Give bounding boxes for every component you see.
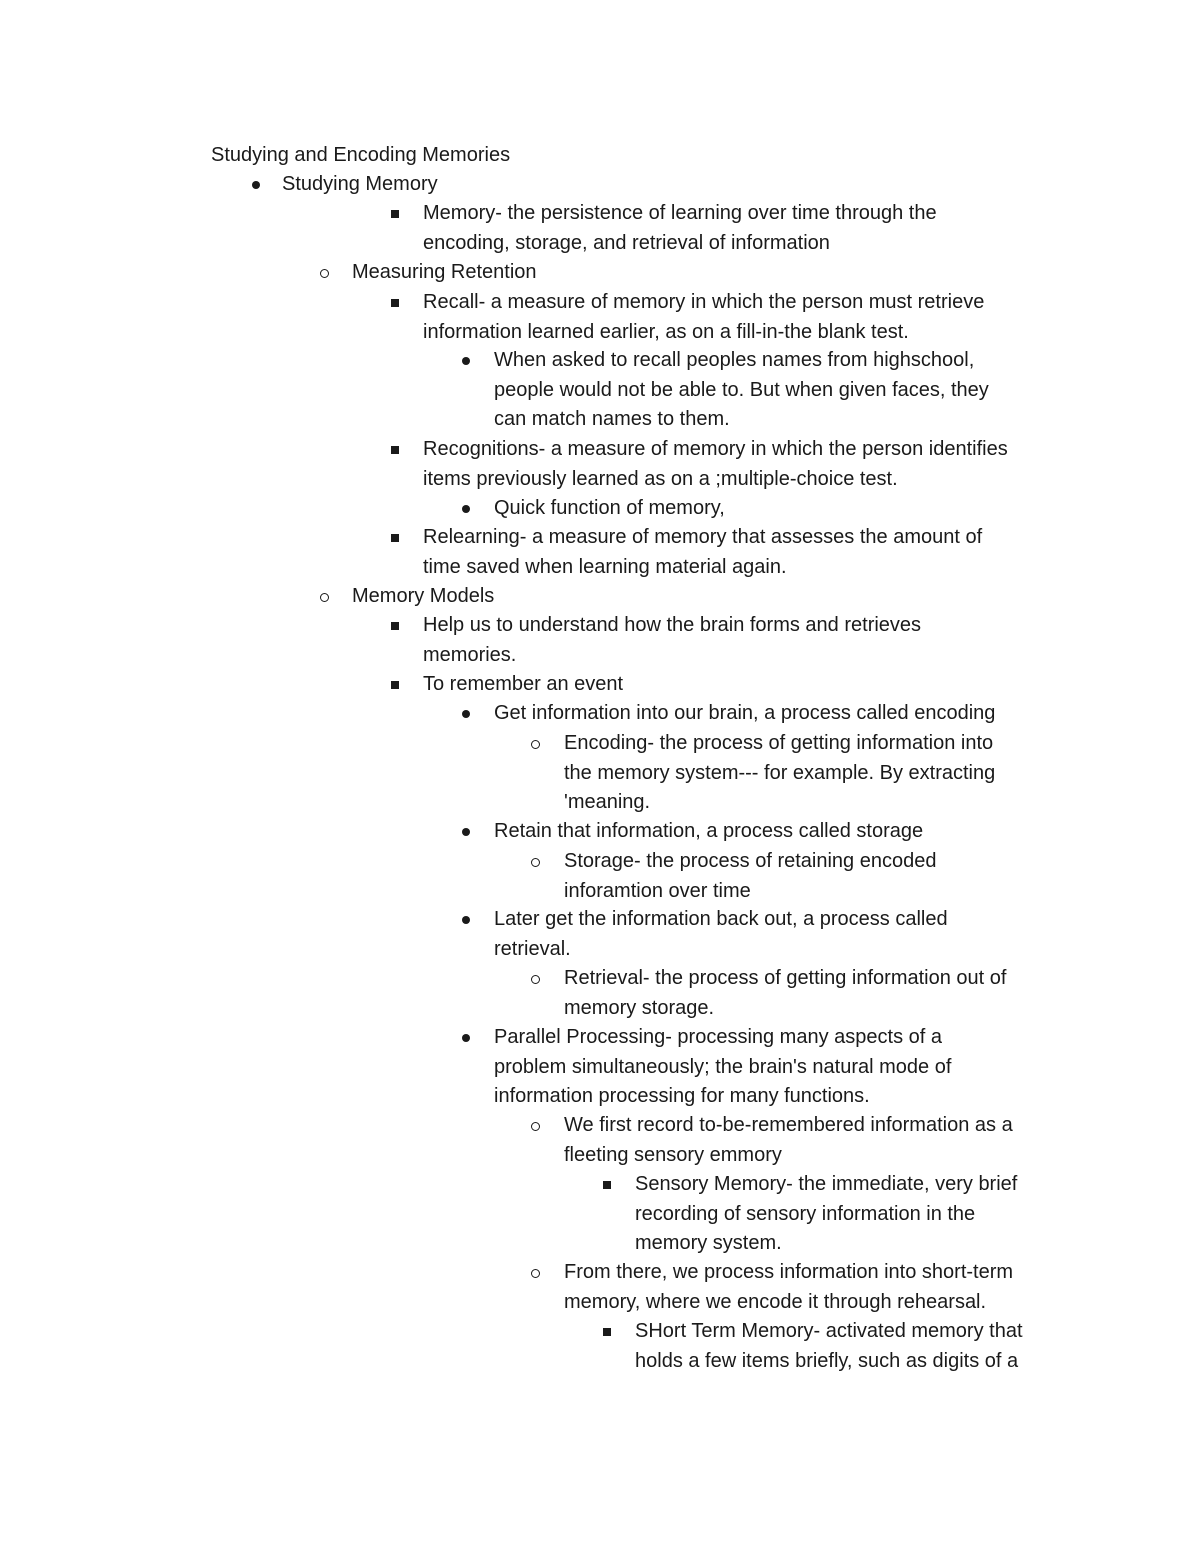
- hollow-circle-bullet-icon: [525, 729, 555, 759]
- filled-disc-bullet-icon: [454, 494, 484, 524]
- list-item-text: Relearning- a measure of memory that assesses the amount of time saved when learning material again.: [423, 526, 983, 578]
- document-title: Studying and Encoding Memories: [211, 144, 511, 166]
- hollow-circle-bullet-icon: [525, 1258, 555, 1288]
- list-item: [384, 435, 1063, 494]
- list-item: [384, 288, 1063, 347]
- list-item: [454, 905, 1054, 964]
- list-item: [384, 199, 1063, 258]
- filled-square-bullet-icon: [384, 288, 414, 318]
- filled-disc-bullet-icon: [454, 346, 484, 376]
- list-item-text: Help us to understand how the brain forms and retrieves memories.: [423, 614, 922, 666]
- list-item: [454, 817, 1054, 847]
- filled-square-bullet-icon: [384, 435, 414, 465]
- list-item: [454, 699, 1054, 729]
- list-item-text: Measuring Retention: [352, 261, 537, 283]
- list-item-text: Parallel Processing- processing many aspects of a problem simultaneously; the brain's natural mode of information processing for many functions.: [494, 1026, 952, 1107]
- list-item: [384, 523, 1063, 582]
- filled-square-bullet-icon: [384, 670, 414, 700]
- filled-square-bullet-icon: [384, 523, 414, 553]
- list-item: [525, 729, 1064, 818]
- list-item-text: From there, we process information into short-term memory, where we encode it through rehearsal.: [564, 1261, 1014, 1313]
- list-item: [384, 670, 1063, 700]
- list-item: [454, 1023, 1054, 1112]
- list-item: [525, 964, 1064, 1023]
- list-item: [525, 847, 1064, 906]
- list-item-text: Sensory Memory- the immediate, very brief recording of sensory information in the memory system.: [635, 1173, 1018, 1254]
- hollow-circle-bullet-icon: [314, 582, 344, 612]
- list-item: [314, 258, 1072, 288]
- list-item: [384, 611, 1063, 670]
- list-item-text: When asked to recall peoples names from highschool, people would not be able to. But when given faces, they can match names to them.: [494, 349, 989, 430]
- list-item: [314, 582, 1072, 612]
- list-item-text: Quick function of memory,: [494, 497, 725, 519]
- list-item-text: Retrieval- the process of getting information out of memory storage.: [564, 967, 1007, 1019]
- filled-square-bullet-icon: [384, 199, 414, 229]
- hollow-circle-bullet-icon: [525, 847, 555, 877]
- filled-disc-bullet-icon: [454, 817, 484, 847]
- list-item-text: Studying Memory: [282, 173, 438, 195]
- list-item-text: SHort Term Memory- activated memory that holds a few items briefly, such as digits of a: [635, 1320, 1023, 1372]
- list-item: [596, 1317, 1075, 1376]
- list-item: [596, 1170, 1075, 1259]
- list-item-text: Memory Models: [352, 585, 495, 607]
- list-item: [525, 1111, 1064, 1170]
- filled-disc-bullet-icon: [244, 170, 274, 200]
- list-item-text: Encoding- the process of getting information into the memory system--- for example. By extracting 'meaning.: [564, 732, 996, 813]
- filled-disc-bullet-icon: [454, 699, 484, 729]
- list-item-text: Recall- a measure of memory in which the person must retrieve information learned earlier, as on a fill-in-the blank test.: [423, 291, 985, 343]
- list-item: [454, 346, 1054, 435]
- list-item-text: Retain that information, a process called storage: [494, 820, 924, 842]
- filled-disc-bullet-icon: [454, 905, 484, 935]
- hollow-circle-bullet-icon: [525, 964, 555, 994]
- list-item-text: Memory- the persistence of learning over time through the encoding, storage, and retrieval of information: [423, 202, 937, 254]
- filled-disc-bullet-icon: [454, 1023, 484, 1053]
- list-item-text: We first record to-be-remembered information as a fleeting sensory emmory: [564, 1114, 1013, 1166]
- list-item-text: To remember an event: [423, 673, 624, 695]
- list-item-text: Recognitions- a measure of memory in which the person identifies items previously learned as on a ;multiple-choice test.: [423, 438, 1008, 490]
- filled-square-bullet-icon: [596, 1317, 626, 1347]
- list-item-text: Storage- the process of retaining encoded inforamtion over time: [564, 850, 937, 902]
- filled-square-bullet-icon: [596, 1170, 626, 1200]
- list-item: [454, 494, 1054, 524]
- hollow-circle-bullet-icon: [525, 1111, 555, 1141]
- list-item: [525, 1258, 1064, 1317]
- list-item-text: Get information into our brain, a process called encoding: [494, 702, 996, 724]
- list-item-text: Later get the information back out, a process called retrieval.: [494, 908, 948, 960]
- filled-square-bullet-icon: [384, 611, 414, 641]
- hollow-circle-bullet-icon: [314, 258, 344, 288]
- list-item: [244, 170, 1002, 200]
